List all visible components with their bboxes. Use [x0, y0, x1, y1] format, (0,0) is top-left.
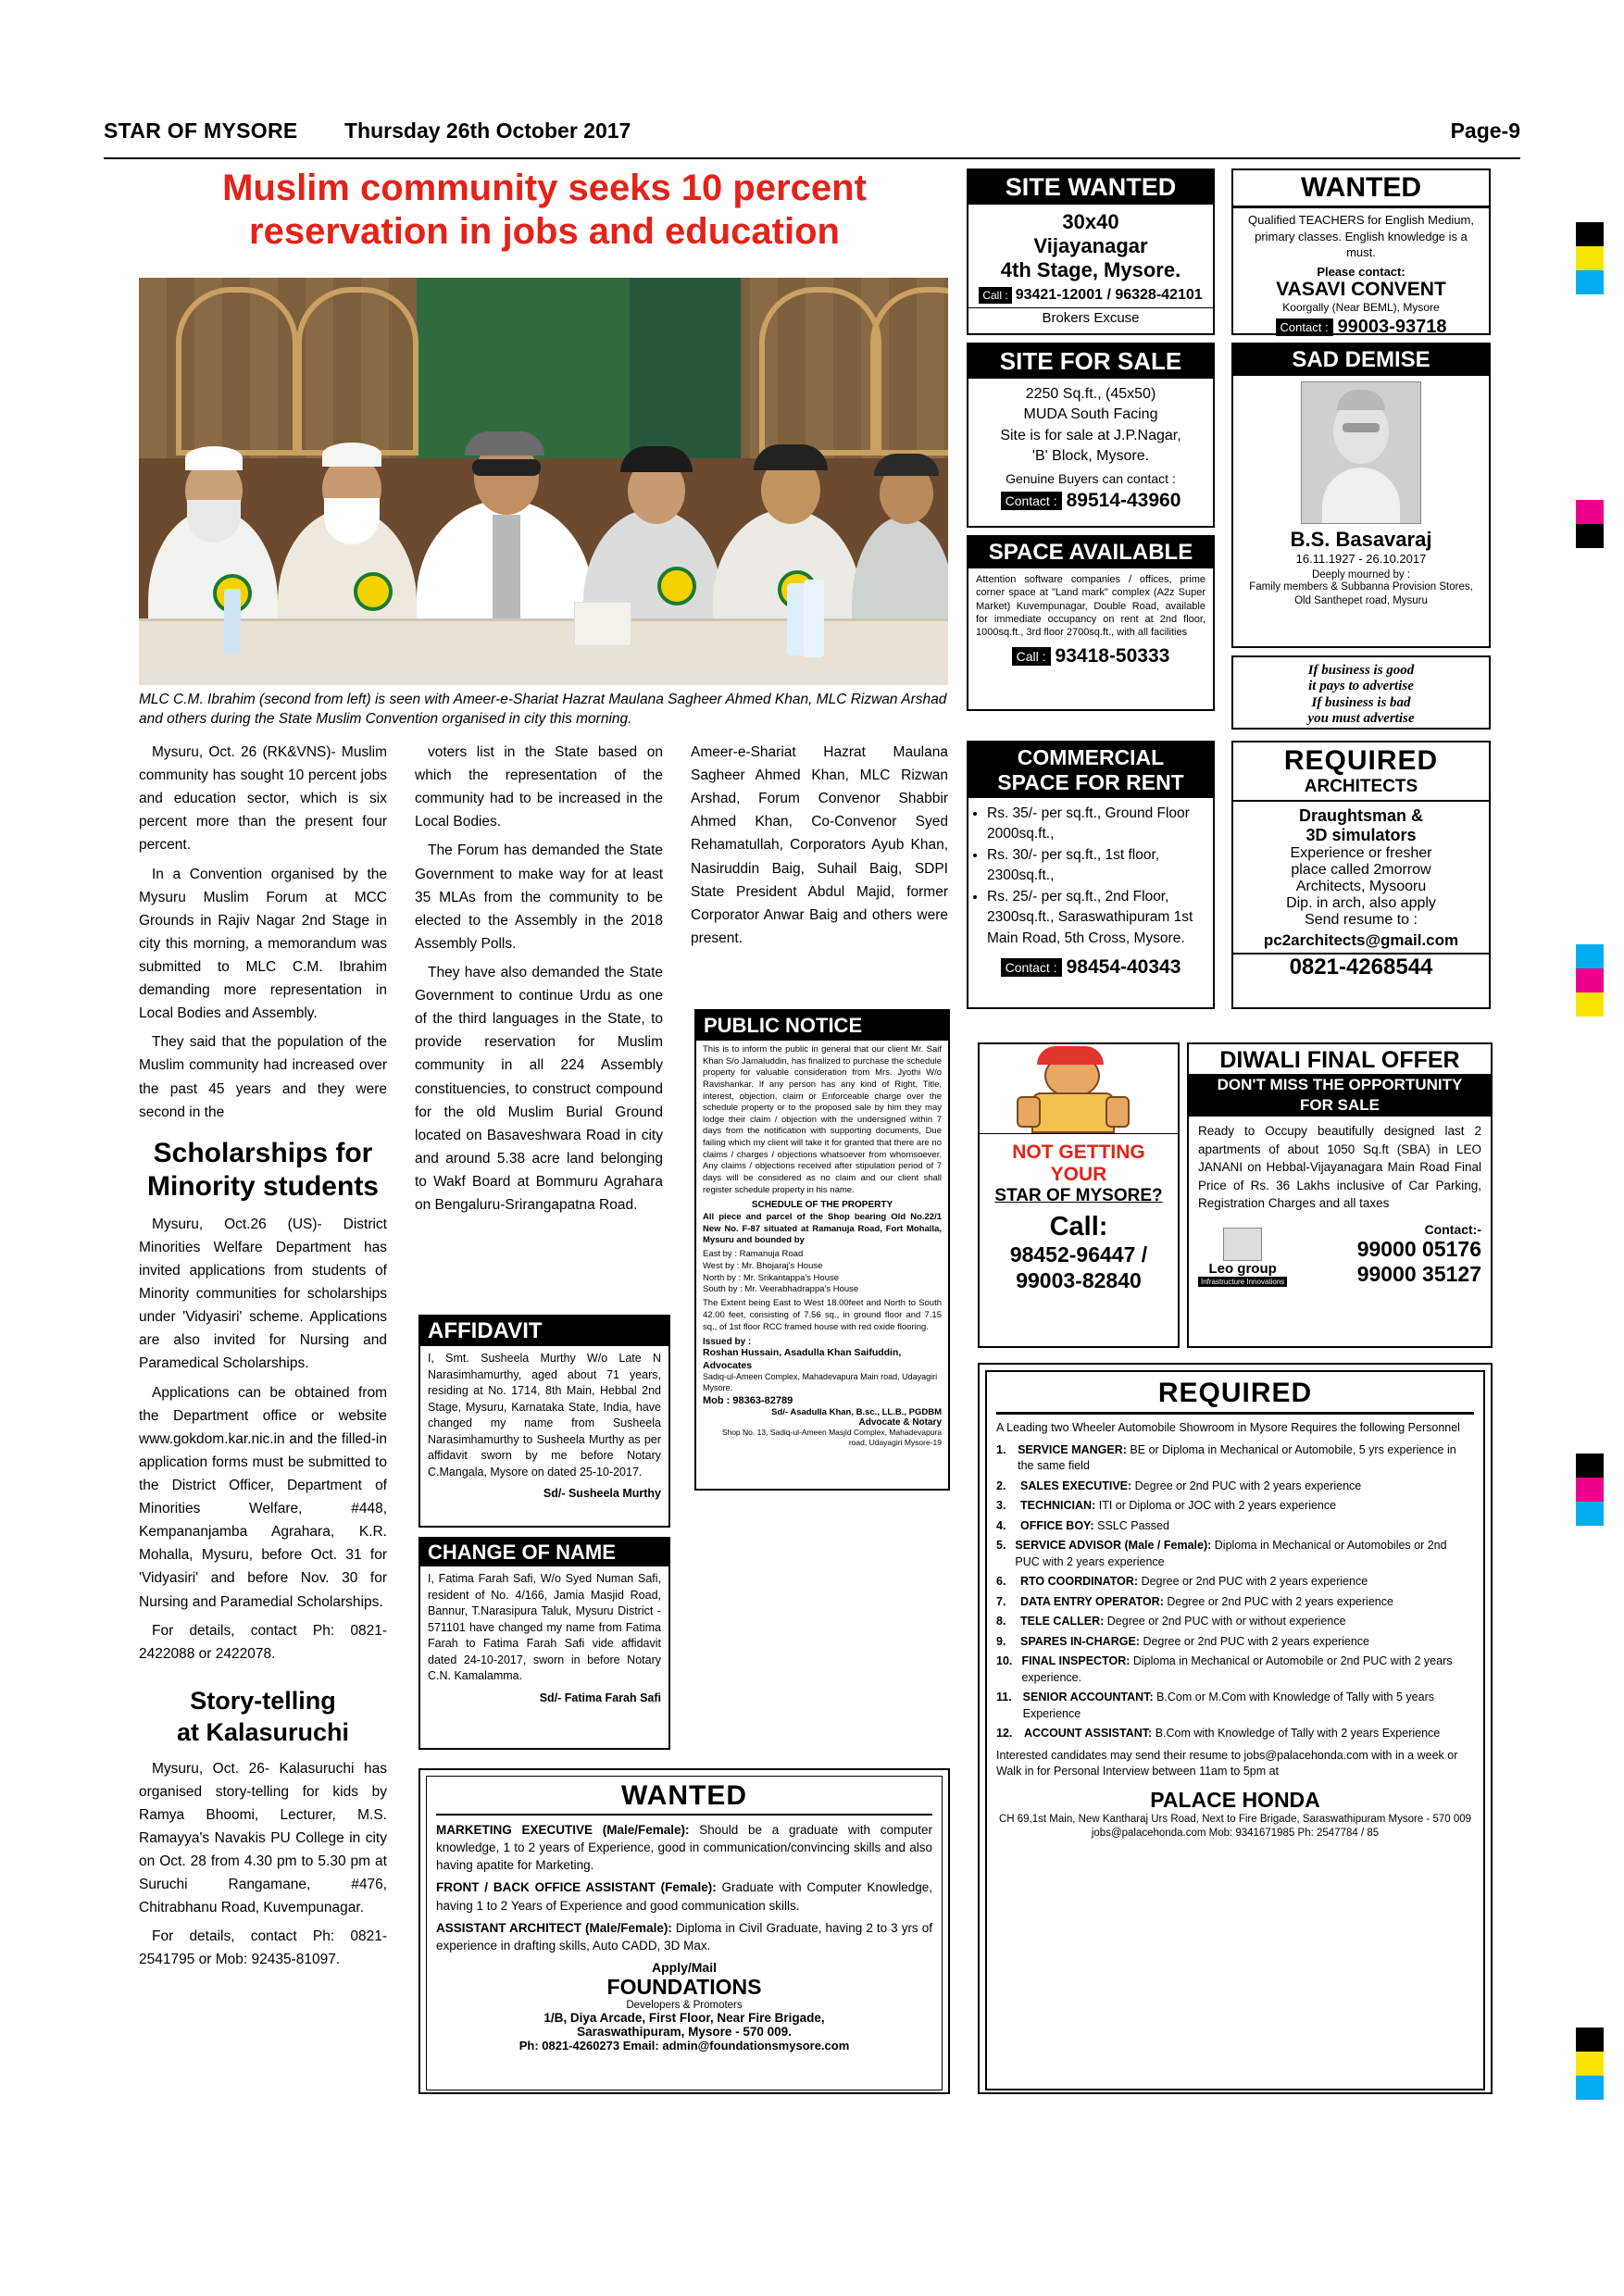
job-desc: Degree or 2nd PUC with 2 years experience	[1141, 1575, 1368, 1588]
contact-label: Contact :	[1001, 958, 1062, 977]
headline-line: STAR OF MYSORE?	[994, 1186, 1163, 1205]
ad-band-1: DON'T MISS THE OPPORTUNITY	[1189, 1074, 1491, 1096]
job-role: DATA ENTRY OPERATOR:	[1020, 1594, 1164, 1608]
mascot-illustration	[980, 1044, 1178, 1134]
ad-line: Experience or fresher	[1290, 845, 1432, 861]
para: They said that the population of the Muslim community had increased over the past 45 years and they were second in the	[139, 1034, 387, 1120]
ad-line: Architects, Mysooru	[1295, 879, 1427, 894]
phone-number[interactable]: 0821-4268544	[1233, 953, 1489, 980]
scholarships-heading: Scholarships for Minority students	[146, 1137, 379, 1202]
call-number[interactable]: 93421-12001 / 96328-42101	[1015, 287, 1203, 303]
ad-title: WANTED	[1233, 170, 1489, 208]
ad-body: Ready to Occupy beautifully designed last 2 apartments of about 1050 Sq.ft (SBA) in LEO JANANI on Hebbal-Vijayanagara Main Road Final Price of Rs. 36 Lakhs inclusive of Car Parking, Registration Charges and all taxes	[1198, 1124, 1481, 1211]
ad-not-getting-som	[978, 1042, 1180, 1348]
job-role: SENIOR ACCOUNTANT:	[1022, 1691, 1154, 1703]
job-item	[996, 1498, 1474, 1515]
job-role: MARKETING EXECUTIVE (Male/Female):	[436, 1823, 690, 1837]
job-role: RTO COORDINATOR:	[1020, 1575, 1139, 1588]
job-number: 9.	[996, 1634, 1006, 1648]
job-number: 11.	[996, 1691, 1012, 1703]
affidavit-signature: Sd/- Susheela Murthy	[543, 1487, 661, 1500]
para: The Forum has demanded the State Government to make way for at least 35 MLAs from the community to be elected to the Assembly in the 2018 Assembly Polls.	[415, 842, 663, 952]
brand-name: Leo group	[1208, 1260, 1277, 1277]
para: voters list in the State based on which the representation of the community had to be increased in the Local Bodies.	[415, 744, 663, 830]
para: They have also demanded the State Government to continue Urdu as one of the third languages in the State, to provide reservation for Muslim community in all 224 Assembly constituencies, to construct compound for the old Muslim Burial Ground located on Basaveshwara Road in city and around 5.38 acre land belonging to Wakf Board at Bommuru Agrahara on Bengaluru-Srirangapatna Road.	[415, 964, 663, 1214]
call-numbers[interactable]: 98452-96447 / 99003-82840	[1009, 1242, 1148, 1292]
ad-subtitle: ARCHITECTS	[1233, 777, 1489, 802]
masthead	[104, 119, 1520, 159]
job-role: OFFICE BOY:	[1020, 1518, 1094, 1532]
job-list	[996, 1442, 1474, 1742]
org-address: Koorgally (Near BEML), Mysore	[1282, 300, 1440, 314]
registration-marks-3	[1576, 944, 1604, 1017]
deceased-dates: 16.11.1927 - 26.10.2017	[1295, 552, 1427, 566]
issued-names: Roshan Hussain, Asadulla Khan Saifuddin, Advocates	[703, 1347, 902, 1371]
job-desc: B.Com with Knowledge of Tally with 2 years Experience	[1155, 1727, 1441, 1740]
registration-marks-5	[1576, 2028, 1604, 2100]
org-name: VASAVI CONVENT	[1276, 278, 1446, 300]
job-desc: BE or Diploma in Mechanical or Automobile, 5 yrs experience in the same field	[1018, 1442, 1456, 1472]
bound: North by : Mr. Srikantappa's House	[703, 1272, 840, 1283]
registration-marks-4	[1576, 1454, 1604, 1526]
slogan-line: If business is bad	[1311, 694, 1411, 710]
job-item	[996, 1634, 1474, 1651]
schedule-title: SCHEDULE OF THE PROPERTY	[751, 1200, 893, 1211]
ad-title: AFFIDAVIT	[420, 1316, 668, 1346]
signature-address: Shop No. 13, Sadiq-ul-Ameen Masjid Complex, Mahadevapura road, Udayagiri Mysore-19	[721, 1427, 942, 1447]
job-role: TELE CALLER:	[1020, 1615, 1105, 1628]
job-item	[996, 1690, 1474, 1722]
signature-role: Advocate & Notary	[858, 1416, 942, 1428]
ad-site-for-sale	[967, 343, 1215, 528]
ad-intro: A Leading two Wheeler Automobile Showroom in Mysore Requires the following Personnel	[996, 1421, 1460, 1434]
ad-line: 30x40	[1062, 210, 1119, 233]
issued-label: Issued by :	[703, 1337, 752, 1348]
ad-item: • Rs. 30/- per sq.ft., 1st floor, 2300sq.ft.,	[987, 845, 1213, 887]
job-item	[436, 1878, 932, 1914]
ad-diwali-offer	[1187, 1042, 1493, 1348]
job-number: 1.	[996, 1442, 1006, 1456]
job-desc: Degree or 2nd PUC with or without experience	[1106, 1615, 1346, 1628]
ad-affidavit	[418, 1315, 670, 1528]
ad-foundations-wanted	[418, 1768, 950, 2094]
ad-title: SITE WANTED	[968, 170, 1213, 205]
job-item	[436, 1919, 932, 1954]
ad-title-line1: COMMERCIAL	[968, 742, 1213, 770]
apply-label: Apply/Mail	[651, 1960, 717, 1976]
contact-number[interactable]: 99000 05176	[1356, 1236, 1481, 1261]
contact-number[interactable]: 99003-93718	[1337, 316, 1447, 337]
job-number: 3.	[996, 1499, 1006, 1512]
job-desc: Diploma in Mechanical or Automobiles or 2nd PUC with 2 years experience	[1015, 1539, 1447, 1568]
ad-title: WANTED	[436, 1780, 932, 1816]
contact-number[interactable]: 89514-43960	[1066, 489, 1181, 511]
contact-number[interactable]: 99000 35127	[1356, 1261, 1481, 1286]
paper-name: STAR OF MYSORE	[104, 119, 298, 143]
call-label: Call:	[1049, 1212, 1108, 1242]
ad-title: REQUIRED	[1283, 745, 1439, 776]
job-role: ACCOUNT ASSISTANT:	[1024, 1727, 1153, 1740]
job-role: SERVICE ADVISOR (Male / Female):	[1015, 1539, 1212, 1552]
job-item	[436, 1821, 932, 1874]
extent: The Extent being East to West 18.00feet and North to South 42.00 feet, consisting of 7.56 sq., in ground floor and 7.15 sq., of 1st floor RCC framed house with red oxide flooring.	[703, 1298, 942, 1332]
ad-title: SPACE AVAILABLE	[968, 537, 1213, 568]
signature: Sd/- Asadulla Khan, B.sc., LL.B., PGDBM	[771, 1406, 942, 1417]
job-item	[996, 1594, 1474, 1611]
ad-sad-demise	[1231, 343, 1491, 648]
company-name: FOUNDATIONS	[606, 1975, 762, 2000]
job-desc: Degree or 2nd PUC with 2 years experience	[1167, 1594, 1393, 1608]
job-item	[996, 1442, 1474, 1475]
ad-title: REQUIRED	[996, 1378, 1474, 1415]
ad-body: Qualified TEACHERS for English Medium, primary classes. English knowledge is a must.	[1248, 213, 1474, 260]
bound: West by : Mr. Bhojaraj's House	[703, 1260, 823, 1271]
ad-title: SAD DEMISE	[1233, 344, 1489, 376]
ad-commercial-space	[967, 741, 1215, 1009]
company-name: PALACE HONDA	[1150, 1787, 1320, 1812]
mobile-number[interactable]: Mob : 98363-82789	[703, 1394, 793, 1406]
contact-label: Contact :	[1276, 318, 1333, 336]
ad-band-2: FOR SALE	[1189, 1096, 1491, 1117]
ad-title: DIWALI FINAL OFFER	[1219, 1047, 1460, 1073]
para: For details, contact Ph: 0821-2422088 or 2422078.	[139, 1622, 387, 1662]
mourned-label: Deeply mourned by :	[1311, 569, 1411, 580]
company-tagline: Developers & Promoters	[626, 2000, 743, 2012]
company-address-1: 1/B, Diya Arcade, First Floor, Near Fire Brigade,	[543, 2011, 825, 2026]
job-item	[996, 1574, 1474, 1591]
job-desc: Degree or 2nd PUC with 2 years experience	[1134, 1479, 1362, 1492]
ad-line: Dip. in arch, also apply	[1286, 895, 1436, 911]
company-contact[interactable]: jobs@palacehonda.com Mob: 9341671985 Ph: 2547784 / 85	[1091, 1828, 1380, 1840]
ad-line: Draughtsman &	[1298, 806, 1423, 825]
ad-body: Attention software companies / offices, prime corner space at "Land mark" complex (A2z Super Market) Kuvempunagar, Double Road, available for immediate occupancy on rent at 2nd floor, 1000sq.ft., 3rd floor 2700sq.ft., with all facilities	[976, 574, 1206, 639]
email-address[interactable]: pc2architects@gmail.com	[1263, 931, 1459, 949]
portrait-photo	[1301, 381, 1421, 524]
call-number[interactable]: 93418-50333	[1055, 645, 1170, 668]
ad-title: CHANGE OF NAME	[420, 1539, 668, 1566]
ad-line: place called 2morrow	[1291, 862, 1431, 878]
ad-line: MUDA South Facing	[1023, 406, 1158, 423]
ad-line: Site is for sale at J.P.Nagar,	[1000, 427, 1181, 443]
contact-label: Contact:-	[1424, 1221, 1481, 1237]
ad-item: • Rs. 35/- per sq.ft., Ground Floor 2000sq.ft.,	[987, 804, 1213, 845]
brand-tagline: Infrastructure Innovations	[1198, 1277, 1287, 1287]
job-number: 6.	[996, 1575, 1006, 1588]
deceased-name: B.S. Basavaraj	[1290, 528, 1432, 551]
registration-marks-2	[1576, 500, 1604, 548]
bound: South by : Mr. Veerabhadrappa's House	[703, 1284, 859, 1295]
photo-caption: MLC C.M. Ibrahim (second from left) is seen with Ameer-e-Shariat Hazrat Maulana Sagheer Ahmed Khan, MLC Rizwan Arshad and others during the State Muslim Convention organised in city this morning.	[139, 692, 947, 727]
job-number: 8.	[996, 1615, 1006, 1628]
ad-footer: Brokers Excuse	[968, 307, 1213, 326]
company-address-2: Saraswathipuram, Mysore - 570 009.	[577, 2025, 792, 2040]
job-item	[996, 1726, 1474, 1742]
job-desc: Degree or 2nd PUC with 2 years experience	[1143, 1634, 1370, 1648]
ad-title: PUBLIC NOTICE	[696, 1011, 948, 1041]
ad-palace-honda	[978, 1363, 1493, 2094]
article-column-3	[691, 741, 948, 955]
job-desc: Diploma in Mechanical or Automobile or 2nd PUC with 2 years experience.	[1021, 1654, 1453, 1684]
job-item	[996, 1479, 1474, 1495]
ad-change-of-name	[418, 1537, 670, 1750]
mourned-by: Family members & Subbanna Provision Stores, Old Santhepet road, Mysuru	[1249, 581, 1473, 606]
job-number: 7.	[996, 1594, 1006, 1608]
article-column-2	[415, 741, 663, 1222]
issued-address: Sadiq-ul-Ameen Complex, Mahadevapura Main road, Udayagiri Mysore.	[703, 1372, 938, 1393]
affidavit-body: I, Smt. Susheela Murthy W/o Late N Narasimhamurthy, aged about 71 years, residing at No. 1714, 8th Main, Hebbal 2nd Stage, Mysuru, Karnataka State, India, have changed my name from Susheela Narasimhamurthy to Susheela Murthy as per affidavit sworn by me before Notary C.Mangala, Mysore on dated 25-10-2017.	[428, 1352, 661, 1479]
ad-line: 4th Stage, Mysore.	[1000, 258, 1181, 281]
ad-public-notice	[694, 1009, 950, 1491]
ad-line: 3D simulators	[1305, 826, 1417, 844]
job-desc: Diploma in Civil Graduate, having 2 to 3 yrs of experience in drafting skills, Auto CADD, 3D Max.	[436, 1920, 932, 1953]
ad-title-line2: SPACE FOR RENT	[968, 770, 1213, 798]
slogan-line: you must advertise	[1307, 710, 1415, 726]
job-role: ASSISTANT ARCHITECT (Male/Female):	[436, 1920, 672, 1935]
ad-line: Send resume to :	[1305, 912, 1418, 928]
please-contact: Please contact:	[1317, 264, 1405, 279]
call-label: Call :	[979, 287, 1011, 304]
job-desc: Should be a graduate with computer knowledge, 1 to 2 years of Experience, good in communication/convincing skills and also having apatite for Marketing.	[436, 1823, 932, 1873]
para: Mysuru, Oct. 26 (RK&VNS)- Muslim community has sought 10 percent jobs and education sector, which is six percent more than the present four percent.	[139, 744, 387, 854]
ad-space-available	[967, 535, 1215, 711]
job-item	[996, 1614, 1474, 1630]
para: Applications can be obtained from the Department office or website www.gokdom.kar.nic.in and the filled-in application forms must be submitted to the District Officer, Department of Minorities Welfare, #448, Kempananjamba Agrahara, K.R. Mohalla, Mysuru, before Oct. 31 for 'Vidyasiri' and before Nov. 30 for Nursing and Paramedial Scholarships.	[139, 1384, 387, 1610]
ad-line: 'B' Block, Mysore.	[1031, 448, 1150, 465]
para: For details, contact Ph: 0821-2541795 or Mob: 92435-81097.	[139, 1928, 387, 1968]
ad-title: SITE FOR SALE	[968, 344, 1213, 379]
job-number: 5.	[996, 1539, 1006, 1552]
bound: East by : Ramanuja Road	[703, 1249, 804, 1259]
para: Mysuru, Oct. 26- Kalasuruchi has organised story-telling for kids by Ramya Bhoomi, Lecturer, M.S. Ramayya's Navakis PU College in city on Oct. 28 from 4.30 pm to 5.30 pm at Suruchi Rangamane, #476, Chitrabhanu Road, Kuvempunagar.	[139, 1760, 387, 1916]
job-desc: SSLC Passed	[1097, 1518, 1169, 1532]
job-role: TECHNICIAN:	[1020, 1499, 1096, 1512]
ad-line: 2250 Sq.ft., (45x50)	[1025, 386, 1156, 402]
job-desc: B.Com or M.Com with Knowledge of Tally with 5 years Experience	[1022, 1691, 1434, 1720]
ad-item: • Rs. 25/- per sq.ft., 2nd Floor, 2300sq.ft., Saraswathipuram 1st Main Road, 5th Cross, Mysore.	[987, 887, 1213, 949]
change-signature: Sd/- Fatima Farah Safi	[539, 1691, 661, 1704]
slogan-line: it pays to advertise	[1308, 679, 1414, 694]
job-number: 4.	[996, 1518, 1006, 1532]
job-item	[996, 1518, 1474, 1535]
ad-line: Vijayanagar	[1033, 234, 1148, 257]
job-role: FRONT / BACK OFFICE ASSISTANT (Female):	[436, 1880, 717, 1895]
job-desc: Graduate with Computer Knowledge, having 1 to 2 Years of Experience and good communication skills.	[436, 1880, 932, 1913]
job-number: 10.	[996, 1654, 1013, 1667]
ad-footer: Interested candidates may send their resume to jobs@palacehonda.com with in a week or Walk in for Personal Interview between 11am to 5pm at	[996, 1748, 1458, 1778]
slogan-line: If business is good	[1307, 663, 1415, 678]
change-body: I, Fatima Farah Safi, W/o Syed Numan Safi, resident of No. 4/166, Jamia Masjid Road, Bannur, T.Narasipura Taluk, Mysuru District - 571101 have changed my name from Fatima Farah to Fatima Farah Safi vide affidavit dated 24-10-2017, sworn in before Notary C.N. Kamalamma.	[428, 1572, 661, 1682]
ad-wanted-teachers	[1231, 168, 1491, 335]
ad-advertise-slogan	[1231, 655, 1491, 730]
storytelling-subheading: at Kalasuruchi	[176, 1718, 350, 1747]
lead-headline: Muslim community seeks 10 percent reservation in jobs and education	[222, 168, 867, 253]
headline-line: YOUR	[1050, 1164, 1107, 1185]
schedule-body: All piece and parcel of the Shop bearing Old No.22/1 New No. F-87 situated at Ramanuja Road, Fort Mohalla, Mysuru and bounded by	[703, 1212, 942, 1246]
job-item	[996, 1653, 1474, 1686]
ad-note: Genuine Buyers can contact :	[1006, 470, 1176, 486]
job-number: 2.	[996, 1479, 1006, 1492]
para: Ameer-e-Shariat Hazrat Maulana Sagheer Ahmed Khan, MLC Rizwan Arshad, Forum Convenor Shabbir Ahmed Khan, Co-Convenor Syed Rehamatullah, Corporators Ayub Khan, Nasiruddin Baig, Suhail Baig, SDPI State President Abdul Majid, former Corporator Anwar Baig and others were present.	[691, 744, 948, 946]
contact-label: Contact :	[1001, 492, 1062, 510]
headline-line: NOT GETTING	[1012, 1142, 1145, 1163]
ad-required-architects	[1231, 741, 1491, 1009]
job-role: SERVICE MANGER:	[1018, 1442, 1127, 1456]
lead-photo	[139, 278, 948, 685]
para: In a Convention organised by the Mysuru Muslim Forum at MCC Grounds in Rajiv Nagar 2nd Stage in city this morning, a memorandum was submitted to MLC C.M. Ibrahim demanding more representation in Local Bodies and Assembly.	[139, 866, 387, 1022]
job-role: SPARES IN-CHARGE:	[1020, 1634, 1140, 1648]
job-item	[996, 1538, 1474, 1570]
page-number: Page-9	[1450, 119, 1520, 143]
issue-date: Thursday 26th October 2017	[344, 119, 631, 143]
article-column-1	[139, 741, 387, 1978]
notice-body: This is to inform the public in general that our client Mr. Saif Khan S/o Jamaluddin, has finalized to purchase the schedule property for valuable consideration from Mrs. Jyothi W/o Ravishankar. If any person has any kind of Right, Title, interest, objection, claim or Enforceable charge over the schedule property or to the proposed sale by him they may lodge their claim / objection with the undersigned within 7 days from the notification with supporting documents, Due failing which my client will take it for granted that there are no claims / charges / objections whatsoever from whomsoever. Any claims / objections received after stipulation period of 7 days will be considered as no claim and our client shall register schedule property in his name.	[703, 1044, 942, 1195]
contact-number[interactable]: 98454-40343	[1066, 956, 1181, 979]
para: Mysuru, Oct.26 (US)- District Minorities Welfare Department has invited applications from students of Minority communities for scholarships under 'Vidyasiri' scheme. Applications are also invited for Nursing and Paramedical Scholarships.	[139, 1216, 387, 1372]
ad-site-wanted	[967, 168, 1215, 335]
leo-group-logo-icon	[1223, 1228, 1262, 1261]
job-role: SALES EXECUTIVE:	[1020, 1479, 1132, 1492]
job-role: FINAL INSPECTOR:	[1021, 1654, 1131, 1667]
call-label: Call :	[1012, 647, 1051, 666]
company-address: CH 69,1st Main, New Kantharaj Urs Road, Next to Fire Brigade, Saraswathipuram Mysore - 570 009	[998, 1813, 1472, 1825]
registration-marks-1	[1576, 222, 1604, 294]
job-desc: ITI or Diploma or JOC with 2 years experience	[1098, 1499, 1337, 1512]
job-number: 12.	[996, 1727, 1013, 1740]
company-contact[interactable]: Ph: 0821-4260273 Email: admin@foundationsmysore.com	[518, 2039, 850, 2053]
storytelling-heading: Story-telling	[190, 1686, 336, 1715]
